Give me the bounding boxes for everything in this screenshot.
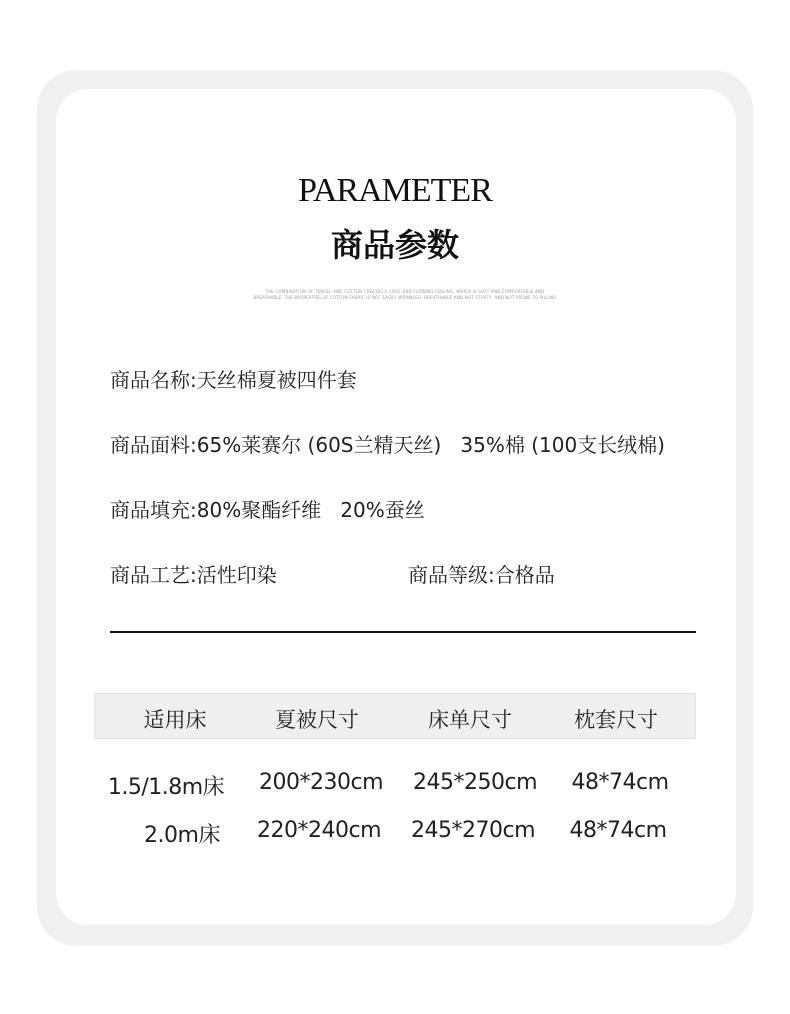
table-cell: 220*240cm	[256, 818, 381, 843]
table-header-cell: 夏被尺寸	[275, 708, 359, 732]
param-grade-row	[408, 559, 555, 588]
param-fabric-value: 65%莱赛尔 (60S兰精天丝) 35%棉 (100支长绒棉)	[196, 433, 665, 457]
divider-line	[110, 631, 696, 633]
table-cell: 1.5/1.8m床	[107, 775, 225, 800]
page-title-en: PARAMETER	[298, 172, 492, 209]
table-header-cell: 适用床	[143, 708, 207, 732]
param-craft-label: 商品工艺:	[110, 563, 197, 587]
param-name-value: 天丝棉夏被四件套	[196, 368, 357, 392]
table-cell: 48*74cm	[569, 818, 667, 843]
param-name-row	[110, 364, 357, 393]
table-header-cell: 床单尺寸	[428, 708, 512, 732]
param-grade-label: 商品等级:	[408, 563, 495, 587]
table-cell: 48*74cm	[571, 770, 669, 795]
param-filling-value: 80%聚酯纤维 20%蚕丝	[196, 498, 425, 522]
param-grade-value: 合格品	[494, 563, 555, 587]
param-name-label: 商品名称:	[110, 368, 197, 392]
param-filling-label: 商品填充:	[110, 498, 197, 522]
param-fabric-label: 商品面料:	[110, 433, 197, 457]
table-header-cell: 枕套尺寸	[574, 708, 658, 732]
param-craft-row	[110, 559, 277, 588]
page-title-cn: 商品参数	[330, 226, 459, 264]
table-cell: 245*250cm	[412, 770, 537, 795]
param-craft-value: 活性印染	[196, 563, 277, 587]
table-cell: 245*270cm	[410, 818, 535, 843]
table-cell: 200*230cm	[258, 770, 383, 795]
param-fabric-row	[110, 429, 665, 458]
tagline-text: THE COMBINATION OF TENCEL AND COTTON CREATES A COOL AND FLOWING FEELING, WHICH IS SOFT AND COMFORTABLE AND BREATHABLE. THE PROPERTIES OF COTTON FABRIC IS NOT EASILY WRINKLED, BREATHABLE AND NOT STUFFY, AND NOT PRONE TO PILLING	[253, 289, 557, 300]
param-filling-row	[110, 494, 425, 523]
table-cell: 2.0m床	[144, 823, 220, 848]
